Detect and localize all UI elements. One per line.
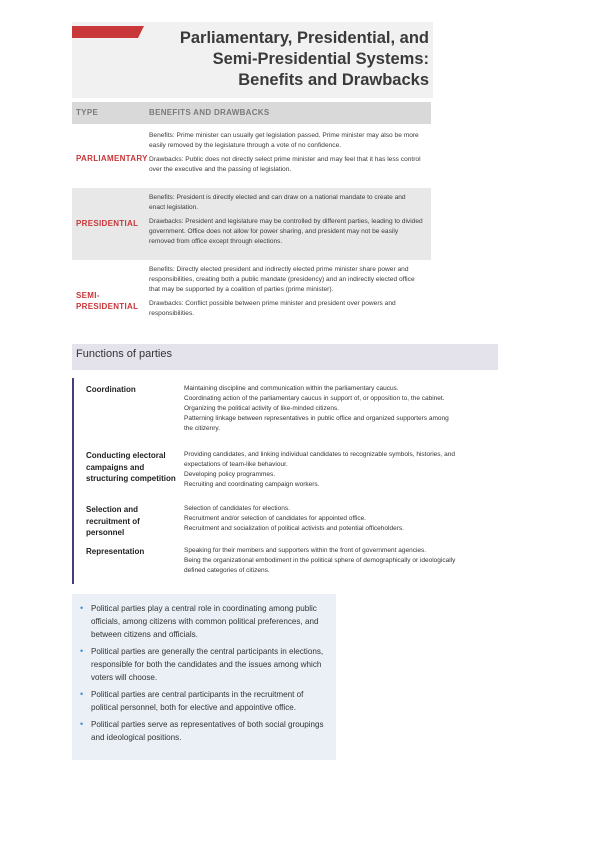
row-text [149,265,423,323]
function-label: Representation [86,547,145,556]
row-type: PARLIAMENTARY [76,154,148,163]
list-item [80,645,328,684]
function-line: Organizing the political activity of like-minded citizens. [184,405,339,412]
row-benefits: Benefits: Prime minister can usually get legislation passed. Prime minister may also be more easily removed by the legislature through a vote of no confidence. [149,132,419,149]
bullet-icon: • [80,689,84,699]
functions-title: Functions of parties [76,348,172,360]
function-description [184,546,498,576]
systems-header-row [72,102,431,124]
functions-table [72,378,500,584]
row-benefits: Benefits: President is directly elected and can draw on a national mandate to create and enact legislation. [149,194,406,211]
function-line: Maintaining discipline and communication within the parliamentary caucus. [184,385,399,392]
row-text [149,193,423,251]
function-description [184,384,498,434]
table-row-parliamentary [72,126,431,188]
function-description [184,504,498,534]
function-line: Speaking for their members and supporters within the front of government agencies. [184,547,427,554]
function-line: Selection of candidates for elections. [184,505,290,512]
red-tab-decoration [72,26,138,38]
row-drawbacks: Drawbacks: Public does not directly select prime minister and may feel that it has less control over the executive and the passing of legislation. [149,156,421,173]
function-line: Coordinating action of the parliamentary caucus in support of, or opposition to, the cabinet. [184,395,445,402]
header-benefits: BENEFITS AND DRAWBACKS [149,108,270,117]
list-item-text: Political parties are central participants in the recruitment of political personnel, both for elective and appointive office. [91,690,304,712]
function-line: defined categories of citizens. [184,567,270,574]
function-line: expectations of team-like behaviour. [184,461,288,468]
list-item [80,602,328,641]
function-line: the citizenry. [184,425,221,432]
list-item-text: Political parties play a central role in coordinating among public officials, among citizens with common political preferences, and between citizens and officials. [91,604,319,639]
table-row-semi-presidential [72,260,431,342]
row-text [149,131,423,179]
row-type: PRESIDENTIAL [76,219,139,228]
functions-banner [72,344,498,370]
bullet-icon: • [80,719,84,729]
function-label: Conducting electoral campaigns and structuring competition [86,451,176,483]
function-line: Providing candidates, and linking individual candidates to recognizable symbols, histories, and [184,451,455,458]
function-label: Coordination [86,385,136,394]
bullet-icon: • [80,603,84,613]
list-item [80,718,328,744]
list-item [80,688,328,714]
function-line: Recruitment and socialization of political activists and potential officeholders. [184,525,404,532]
systems-title: Parliamentary, Presidential, and Semi-Presidential Systems: Benefits and Drawbacks [179,29,429,89]
function-line: Being the organizational embodiment in the political sphere of demographically or ideologically [184,557,456,564]
row-drawbacks: Drawbacks: Conflict possible between prime minister and president over powers and responsibilities. [149,300,396,317]
bullet-icon: • [80,646,84,656]
summary-box [72,594,336,760]
table-row-presidential [72,188,431,260]
list-item-text: Political parties are generally the central participants in elections, responsible for both the candidates and the issues among which voters will choose. [91,647,324,682]
function-line: Developing policy programmes. [184,471,276,478]
header-type: TYPE [76,108,99,117]
systems-title-box [72,22,433,98]
function-line: Recruitment and/or selection of candidates for appointed office. [184,515,366,522]
function-label: Selection and recruitment of personnel [86,505,140,537]
row-drawbacks: Drawbacks: President and legislature may be controlled by different parties, leading to divided government. Office does not allow for power sharing, and president may not be easily removed from office except through elections. [149,218,423,245]
systems-table [72,22,433,342]
function-line: Recruiting and coordinating campaign workers. [184,481,320,488]
row-benefits: Benefits: Directly elected president and indirectly elected prime minister share power and responsibilities, creating both a public mandate (presidency) and an indirectly elected office that may be supported by a coalition of parties (prime minister). [149,266,415,293]
row-type: SEMI-PRESIDENTIAL [76,291,139,311]
function-line: Patterning linkage between representatives in public office and organized supporters among [184,415,449,422]
summary-list [72,594,336,744]
function-description [184,450,498,490]
list-item-text: Political parties serve as representatives of both social groupings and ideological positions. [91,720,324,742]
